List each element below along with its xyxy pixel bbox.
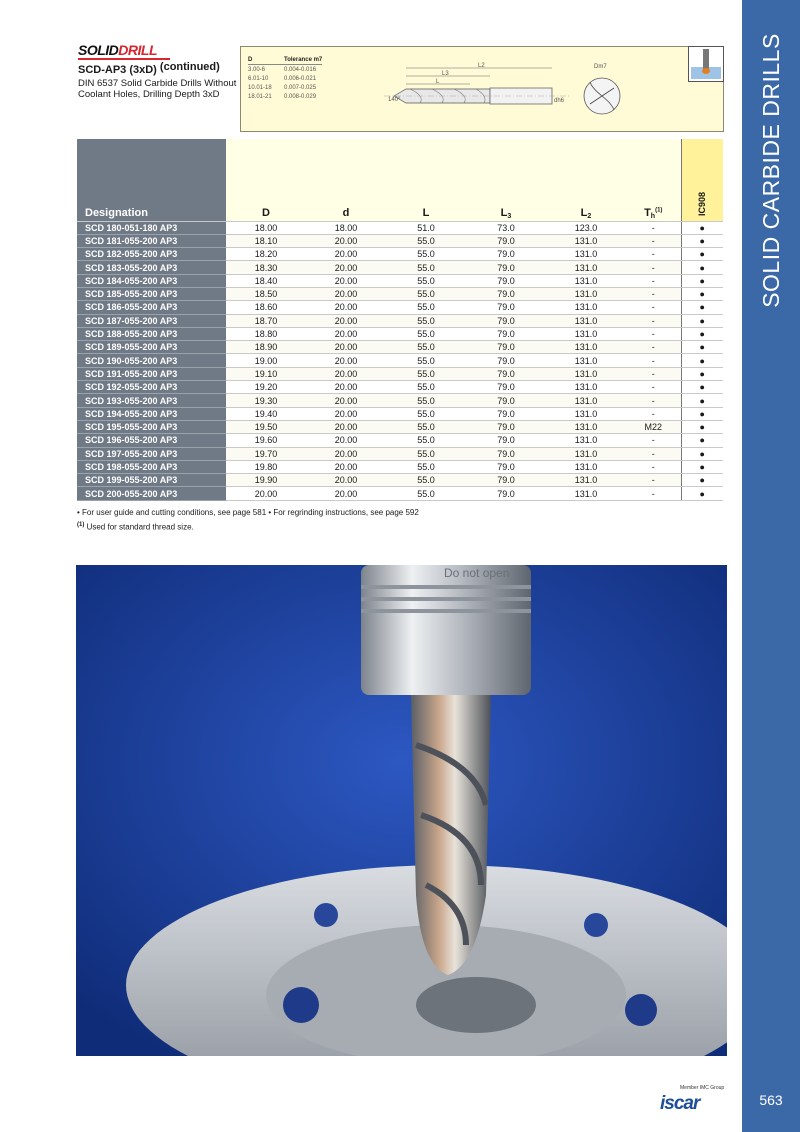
cell-D: 18.60	[226, 301, 306, 314]
tolerance-header: D Tolerance m7	[248, 57, 323, 63]
table-row	[77, 367, 723, 380]
cell-L3: 79.0	[466, 248, 546, 261]
col-L: L	[386, 139, 466, 221]
cell-Th: -	[626, 460, 681, 473]
cell-L: 55.0	[386, 354, 466, 367]
cell-grade: ●	[681, 327, 723, 340]
cell-grade: ●	[681, 248, 723, 261]
cell-L3: 73.0	[466, 221, 546, 234]
cell-D: 18.70	[226, 314, 306, 327]
cell-d: 20.00	[306, 394, 386, 407]
cell-designation: SCD 191-055-200 AP3	[77, 367, 226, 380]
cell-L: 55.0	[386, 274, 466, 287]
cell-grade: ●	[681, 420, 723, 433]
col-L3: L3	[466, 139, 546, 221]
cell-d: 20.00	[306, 314, 386, 327]
cell-d: 18.00	[306, 221, 386, 234]
cell-D: 18.00	[226, 221, 306, 234]
cell-Th: -	[626, 434, 681, 447]
cell-Th: -	[626, 381, 681, 394]
cell-L2: 131.0	[546, 274, 626, 287]
cell-designation: SCD 188-055-200 AP3	[77, 327, 226, 340]
cell-L3: 79.0	[466, 314, 546, 327]
cell-Th: -	[626, 301, 681, 314]
table-row	[77, 381, 723, 394]
cell-grade: ●	[681, 314, 723, 327]
cell-D: 19.70	[226, 447, 306, 460]
cell-L3: 79.0	[466, 234, 546, 247]
cell-grade: ●	[681, 261, 723, 274]
cell-designation: SCD 200-055-200 AP3	[77, 487, 226, 500]
table-row	[77, 301, 723, 314]
product-description-line2: Coolant Holes, Drilling Depth 3xD	[78, 89, 220, 100]
table-row	[77, 420, 723, 433]
footnotes	[77, 507, 419, 534]
table-row	[77, 234, 723, 247]
cell-L: 55.0	[386, 314, 466, 327]
cell-L2: 131.0	[546, 474, 626, 487]
cell-D: 19.40	[226, 407, 306, 420]
cell-L2: 131.0	[546, 341, 626, 354]
no-coolant-icon	[688, 46, 724, 82]
cell-d: 20.00	[306, 434, 386, 447]
table-row	[77, 394, 723, 407]
cell-L2: 131.0	[546, 354, 626, 367]
cell-D: 19.10	[226, 367, 306, 380]
cell-designation: SCD 184-055-200 AP3	[77, 274, 226, 287]
cell-designation: SCD 181-055-200 AP3	[77, 234, 226, 247]
cell-designation: SCD 187-055-200 AP3	[77, 314, 226, 327]
cell-L: 55.0	[386, 367, 466, 380]
cell-L2: 131.0	[546, 367, 626, 380]
cell-Th: -	[626, 261, 681, 274]
cell-grade: ●	[681, 434, 723, 447]
cell-Th: -	[626, 367, 681, 380]
cell-d: 20.00	[306, 287, 386, 300]
cell-L3: 79.0	[466, 460, 546, 473]
cell-grade: ●	[681, 367, 723, 380]
continued-label: (continued)	[159, 61, 220, 73]
cell-grade: ●	[681, 287, 723, 300]
table-row	[77, 261, 723, 274]
cell-D: 18.20	[226, 248, 306, 261]
tolerance-row: 3.00-6 0.004-0.016	[248, 66, 317, 73]
cell-L2: 131.0	[546, 394, 626, 407]
cell-designation: SCD 180-051-180 AP3	[77, 221, 226, 234]
note-reference-pages: • For user guide and cutting conditions, see page 581 • For regrinding instructions, see page 592	[77, 508, 419, 517]
cell-d: 20.00	[306, 354, 386, 367]
cell-grade: ●	[681, 234, 723, 247]
cell-L3: 79.0	[466, 381, 546, 394]
cell-L3: 79.0	[466, 274, 546, 287]
cell-d: 20.00	[306, 261, 386, 274]
cell-L: 55.0	[386, 287, 466, 300]
label-Dm7: Dm7	[594, 64, 607, 70]
cell-L2: 131.0	[546, 261, 626, 274]
cell-Th: -	[626, 447, 681, 460]
col-d: d	[306, 139, 386, 221]
cell-grade: ●	[681, 341, 723, 354]
cell-D: 19.60	[226, 434, 306, 447]
cell-L2: 131.0	[546, 287, 626, 300]
cell-grade: ●	[681, 381, 723, 394]
table-row	[77, 327, 723, 340]
cell-d: 20.00	[306, 327, 386, 340]
cell-L3: 79.0	[466, 354, 546, 367]
cell-designation: SCD 182-055-200 AP3	[77, 248, 226, 261]
cell-L3: 79.0	[466, 394, 546, 407]
cell-L3: 79.0	[466, 327, 546, 340]
solid-drill-logo: SOLIDDRILL	[78, 42, 157, 58]
col-D: D	[226, 139, 306, 221]
cell-grade: ●	[681, 221, 723, 234]
cell-designation: SCD 199-055-200 AP3	[77, 474, 226, 487]
cell-Th: -	[626, 274, 681, 287]
cell-designation: SCD 185-055-200 AP3	[77, 287, 226, 300]
cell-L: 55.0	[386, 407, 466, 420]
cell-designation: SCD 190-055-200 AP3	[77, 354, 226, 367]
cell-grade: ●	[681, 394, 723, 407]
cell-grade: ●	[681, 474, 723, 487]
cell-d: 20.00	[306, 487, 386, 500]
cell-designation: SCD 198-055-200 AP3	[77, 460, 226, 473]
cell-L2: 131.0	[546, 234, 626, 247]
cell-L: 55.0	[386, 261, 466, 274]
cell-L3: 79.0	[466, 487, 546, 500]
cell-Th: M22	[626, 420, 681, 433]
member-imc-group: Member IMC Group	[680, 1085, 725, 1091]
cell-d: 20.00	[306, 474, 386, 487]
label-L: L	[436, 79, 440, 85]
cell-D: 18.10	[226, 234, 306, 247]
cell-L2: 131.0	[546, 381, 626, 394]
table-row	[77, 248, 723, 261]
cell-L2: 131.0	[546, 420, 626, 433]
iscar-brand-logo	[658, 1085, 732, 1113]
cell-L2: 131.0	[546, 407, 626, 420]
product-description-line1: DIN 6537 Solid Carbide Drills Without	[78, 78, 237, 89]
cell-d: 20.00	[306, 381, 386, 394]
product-photo	[76, 565, 727, 1056]
cell-D: 18.80	[226, 327, 306, 340]
cell-Th: -	[626, 354, 681, 367]
cell-L: 55.0	[386, 460, 466, 473]
cell-L2: 131.0	[546, 434, 626, 447]
cell-d: 20.00	[306, 234, 386, 247]
cell-L2: 131.0	[546, 327, 626, 340]
cell-L2: 131.0	[546, 487, 626, 500]
section-title	[742, 0, 800, 340]
cell-D: 19.80	[226, 460, 306, 473]
label-dh6: dh6	[554, 98, 565, 104]
cell-L: 55.0	[386, 327, 466, 340]
cell-L: 55.0	[386, 434, 466, 447]
cell-L3: 79.0	[466, 447, 546, 460]
cell-Th: -	[626, 221, 681, 234]
cell-designation: SCD 183-055-200 AP3	[77, 261, 226, 274]
cell-grade: ●	[681, 301, 723, 314]
cell-designation: SCD 194-055-200 AP3	[77, 407, 226, 420]
table-row	[77, 274, 723, 287]
cell-D: 19.00	[226, 354, 306, 367]
cell-L2: 131.0	[546, 248, 626, 261]
cell-L3: 79.0	[466, 287, 546, 300]
cell-designation: SCD 193-055-200 AP3	[77, 394, 226, 407]
col-designation: Designation	[77, 139, 226, 221]
note-thread-size: $^{(1)}$ Used for standard thread size.	[77, 522, 194, 532]
cell-L3: 79.0	[466, 420, 546, 433]
cell-D: 19.20	[226, 381, 306, 394]
logo-underline	[78, 58, 170, 60]
cell-Th: -	[626, 341, 681, 354]
tolerance-row: 10.01-18 0.007-0.025	[248, 84, 317, 91]
table-header-row	[77, 139, 723, 221]
cell-L: 55.0	[386, 394, 466, 407]
cell-L2: 131.0	[546, 301, 626, 314]
label-angle: 140°	[388, 97, 401, 103]
product-title: SCD-AP3 (3xD) (continued)	[78, 61, 220, 76]
cell-d: 20.00	[306, 248, 386, 261]
cell-D: 19.30	[226, 394, 306, 407]
table-row	[77, 474, 723, 487]
cell-d: 20.00	[306, 367, 386, 380]
cell-Th: -	[626, 234, 681, 247]
cell-L3: 79.0	[466, 301, 546, 314]
tolerance-row: 18.01-21 0.008-0.029	[248, 93, 317, 100]
cell-L: 55.0	[386, 248, 466, 261]
cell-Th: -	[626, 248, 681, 261]
cell-L2: 123.0	[546, 221, 626, 234]
cell-L3: 79.0	[466, 341, 546, 354]
cell-designation: SCD 197-055-200 AP3	[77, 447, 226, 460]
cell-L2: 131.0	[546, 314, 626, 327]
cell-grade: ●	[681, 274, 723, 287]
cell-d: 20.00	[306, 301, 386, 314]
table-row	[77, 287, 723, 300]
specifications-table	[77, 139, 723, 501]
cell-designation: SCD 196-055-200 AP3	[77, 434, 226, 447]
cell-L3: 79.0	[466, 261, 546, 274]
table-row	[77, 314, 723, 327]
cell-d: 20.00	[306, 460, 386, 473]
cell-L: 55.0	[386, 487, 466, 500]
cell-Th: -	[626, 314, 681, 327]
cell-L: 55.0	[386, 341, 466, 354]
table-row	[77, 460, 723, 473]
cell-grade: ●	[681, 447, 723, 460]
cell-designation: SCD 189-055-200 AP3	[77, 341, 226, 354]
cell-D: 20.00	[226, 487, 306, 500]
cell-grade: ●	[681, 354, 723, 367]
col-L2: L2	[546, 139, 626, 221]
cell-D: 18.40	[226, 274, 306, 287]
tolerance-row: 6.01-10 0.006-0.021	[248, 75, 317, 82]
holder-engraving: Do not open	[444, 566, 510, 580]
tolerance-table	[248, 56, 322, 101]
cell-D: 19.50	[226, 420, 306, 433]
table-row	[77, 221, 723, 234]
cell-Th: -	[626, 287, 681, 300]
cell-D: 19.90	[226, 474, 306, 487]
cell-designation: SCD 192-055-200 AP3	[77, 381, 226, 394]
table-row	[77, 434, 723, 447]
cell-L2: 131.0	[546, 460, 626, 473]
table-row	[77, 354, 723, 367]
cell-D: 18.30	[226, 261, 306, 274]
cell-L: 55.0	[386, 474, 466, 487]
col-Th: Th$^{(1)}$	[626, 139, 681, 221]
cell-L3: 79.0	[466, 474, 546, 487]
cell-grade: ●	[681, 487, 723, 500]
cell-L: 55.0	[386, 381, 466, 394]
table-row	[77, 447, 723, 460]
cell-D: 18.50	[226, 287, 306, 300]
cell-Th: -	[626, 487, 681, 500]
drill-end-view	[580, 60, 640, 120]
cell-L2: 131.0	[546, 447, 626, 460]
cell-d: 20.00	[306, 341, 386, 354]
label-L3: L3	[442, 71, 449, 77]
cell-grade: ●	[681, 460, 723, 473]
cell-L: 55.0	[386, 420, 466, 433]
table-row	[77, 487, 723, 500]
cell-Th: -	[626, 394, 681, 407]
page-number: 563	[759, 1092, 783, 1108]
cell-Th: -	[626, 474, 681, 487]
cell-L3: 79.0	[466, 407, 546, 420]
cell-designation: SCD 186-055-200 AP3	[77, 301, 226, 314]
table-row	[77, 407, 723, 420]
cell-Th: -	[626, 407, 681, 420]
cell-designation: SCD 195-055-200 AP3	[77, 420, 226, 433]
cell-L3: 79.0	[466, 434, 546, 447]
cell-D: 18.90	[226, 341, 306, 354]
section-title-text: SOLID CARBIDE DRILLS	[757, 32, 784, 308]
cell-d: 20.00	[306, 274, 386, 287]
cell-L: 55.0	[386, 447, 466, 460]
cell-Th: -	[626, 327, 681, 340]
label-L2: L2	[478, 63, 485, 69]
col-grade-ic908: IC908	[681, 139, 723, 221]
cell-L: 51.0	[386, 221, 466, 234]
iscar-wordmark: iscar	[660, 1093, 700, 1114]
cell-d: 20.00	[306, 420, 386, 433]
cell-L: 55.0	[386, 234, 466, 247]
cell-L: 55.0	[386, 301, 466, 314]
cell-L3: 79.0	[466, 367, 546, 380]
cell-grade: ●	[681, 407, 723, 420]
cell-d: 20.00	[306, 447, 386, 460]
drill-drawing	[380, 56, 580, 116]
cell-d: 20.00	[306, 407, 386, 420]
table-row	[77, 341, 723, 354]
